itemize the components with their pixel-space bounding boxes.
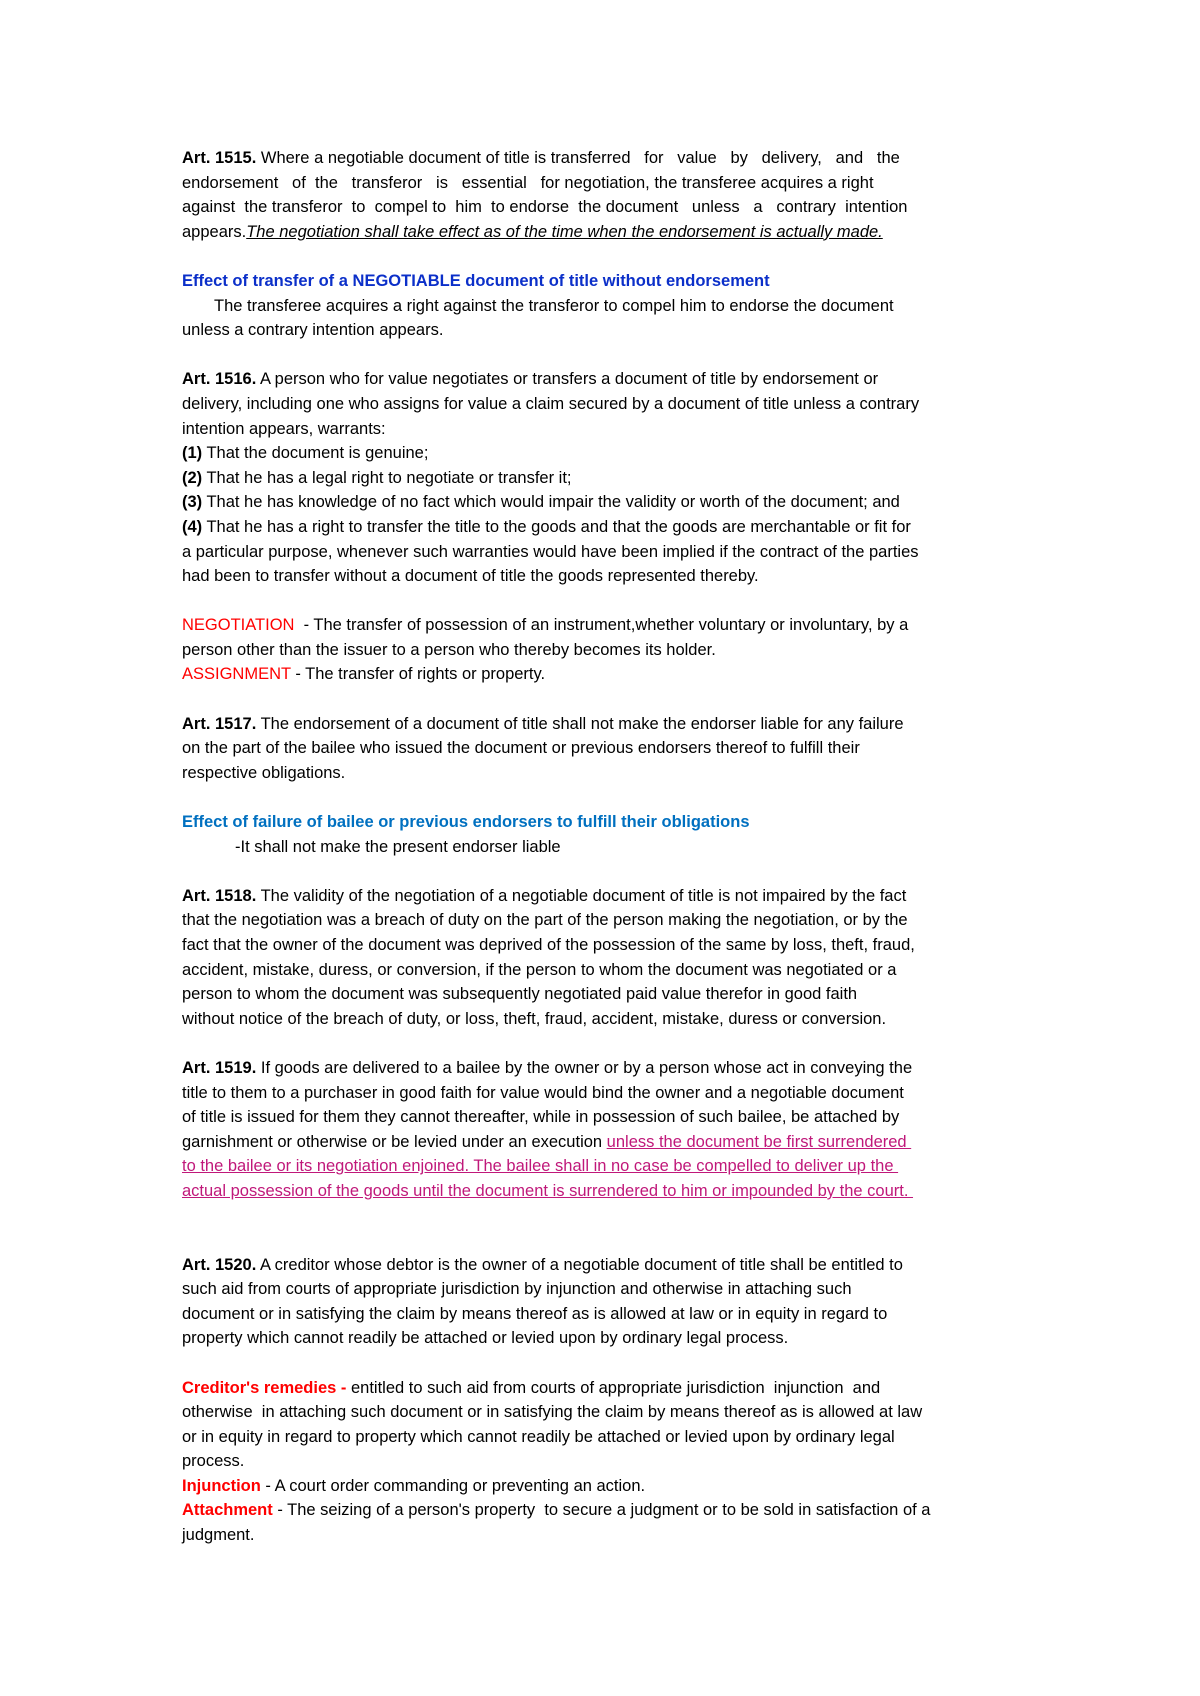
art-1519-paragraph [182, 1056, 1032, 1204]
section-heading: Effect of transfer of a NEGOTIABLE document of title without endorsement [182, 271, 770, 290]
art-1516-paragraph [182, 367, 1032, 588]
article-text: a particular purpose, whenever such warranties would have been implied if the contract of the parties [182, 542, 919, 561]
article-text: had been to transfer without a document of title the goods represented thereby. [182, 567, 759, 586]
term-creditors-remedies: Creditor's remedies - [182, 1378, 347, 1397]
definition-text: entitled to such aid from courts of appropriate jurisdiction injunction and [346, 1378, 881, 1397]
article-text: document or in satisfying the claim by means thereof as is allowed at law or in equity in regard to [182, 1304, 888, 1323]
definition-text: - A court order commanding or preventing an action. [260, 1476, 646, 1495]
article-text: such aid from courts of appropriate jurisdiction by injunction and otherwise in attaching such [182, 1280, 852, 1299]
item-text: That he has knowledge of no fact which would impair the validity or worth of the document; and [202, 493, 900, 512]
article-text: If goods are delivered to a bailee by the owner or by a person whose act in conveying the [256, 1058, 913, 1077]
article-text: accident, mistake, duress, or conversion, if the person to whom the document was negotiated or a [182, 960, 897, 979]
article-label: Art. 1517. [182, 714, 257, 733]
item-text: That he has a legal right to negotiate or transfer it; [202, 468, 572, 487]
highlighted-text: actual possession of the goods until the document is surrendered to him or impounded by the court. [182, 1181, 914, 1200]
item-text: That he has a right to transfer the title to the goods and that the goods are merchantable or fit for [202, 517, 911, 536]
definition-text: person other than the issuer to a person who thereby becomes its holder. [182, 640, 716, 659]
article-text: of title is issued for them they cannot thereafter, while in possession of such bailee, be attached by [182, 1108, 900, 1127]
document-page [182, 146, 1032, 1548]
article-text: property which cannot readily be attached or levied upon by ordinary legal process. [182, 1329, 789, 1348]
article-text: The endorsement of a document of title shall not make the endorser liable for any failure [256, 714, 904, 733]
article-text: title to them to a purchaser in good faith for value would bind the owner and a negotiable document [182, 1083, 904, 1102]
definition-text: - The seizing of a person's property to secure a judgment or to be sold in satisfaction of a [272, 1501, 931, 1520]
section-text: unless a contrary intention appears. [182, 321, 444, 340]
item-number: (3) [182, 493, 203, 512]
article-text: A person who for value negotiates or transfers a document of title by endorsement or [256, 370, 879, 389]
definition-text: process. [182, 1452, 245, 1471]
section-heading: Effect of failure of bailee or previous endorsers to fulfill their obligations [182, 813, 750, 832]
item-number: (1) [182, 444, 203, 463]
highlighted-text: unless the document be first surrendered [606, 1132, 912, 1151]
list-item [182, 490, 1032, 515]
article-text: endorsement of the transferor is essential for negotiation, the transferee acquires a right [182, 173, 874, 192]
definition-text: otherwise in attaching such document or in satisfying the claim by means thereof as is allowed at law [182, 1403, 923, 1422]
article-text: fact that the owner of the document was deprived of the possession of the same by loss, theft, fraud, [182, 936, 915, 954]
article-label: Art. 1519. [182, 1058, 257, 1077]
item-text: That the document is genuine; [202, 444, 429, 463]
article-text: appears. [182, 222, 247, 241]
article-text: on the part of the bailee who issued the document or previous endorsers thereof to fulfill their [182, 739, 860, 758]
article-text: delivery, including one who assigns for value a claim secured by a document of title unless a contrary [182, 394, 920, 413]
list-item [182, 515, 1032, 540]
article-text: without notice of the breach of duty, or loss, theft, fraud, accident, mistake, duress or conversion. [182, 1009, 887, 1028]
art-1520-paragraph [182, 1253, 1032, 1351]
item-number: (2) [182, 468, 203, 487]
article-label: Art. 1518. [182, 886, 257, 905]
term-assignment: ASSIGNMENT [182, 665, 291, 684]
article-text: The validity of the negotiation of a negotiable document of title is not impaired by the fact [256, 886, 907, 905]
article-text: A creditor whose debtor is the owner of a negotiable document of title shall be entitled to [256, 1255, 903, 1274]
art-1517-paragraph [182, 712, 1032, 786]
term-injunction: Injunction [182, 1476, 261, 1495]
article-text: Where a negotiable document of title is transferred for value by delivery, and the [256, 149, 900, 167]
art-1518-paragraph [182, 884, 1032, 1032]
article-label: Art. 1515. [182, 149, 257, 167]
article-text: that the negotiation was a breach of duty on the part of the person making the negotiation, or by the [182, 911, 908, 930]
definition-text: - The transfer of rights or property. [290, 665, 546, 684]
article-text: against the transferor to compel to him to endorse the document unless a contrary intention [182, 198, 908, 217]
definition-text: or in equity in regard to property which cannot readily be attached or levied upon by ordinary legal [182, 1427, 895, 1446]
article-label: Art. 1520. [182, 1255, 257, 1274]
highlighted-text: to the bailee or its negotiation enjoined. The bailee shall in no case be compelled to deliver up the [182, 1157, 899, 1176]
definition-text: judgment. [182, 1526, 255, 1545]
term-attachment: Attachment [182, 1501, 273, 1520]
article-text: person to whom the document was subsequently negotiated paid value therefor in good faith [182, 985, 858, 1004]
list-item [182, 466, 1032, 491]
definitions-negotiation [182, 613, 1032, 687]
list-item [182, 441, 1032, 466]
article-label: Art. 1516. [182, 370, 257, 389]
emphasized-text: The negotiation shall take effect as of the time when the endorsement is actually made. [246, 222, 883, 241]
section-text: -It shall not make the present endorser liable [235, 837, 561, 856]
definition-text: - The transfer of possession of an instrument,whether voluntary or involuntary, by a [294, 616, 909, 635]
term-negotiation: NEGOTIATION [182, 616, 295, 635]
effect-negotiable-section [182, 269, 1032, 343]
effect-failure-section [182, 810, 1032, 859]
article-text: respective obligations. [182, 763, 346, 782]
definitions-remedies [182, 1376, 1032, 1548]
article-text: garnishment or otherwise or be levied under an execution [182, 1132, 607, 1151]
article-text: intention appears, warrants: [182, 419, 386, 438]
section-text: The transferee acquires a right against the transferor to compel him to endorse the document [214, 296, 894, 315]
item-number: (4) [182, 517, 203, 536]
art-1515-paragraph [182, 146, 1032, 244]
